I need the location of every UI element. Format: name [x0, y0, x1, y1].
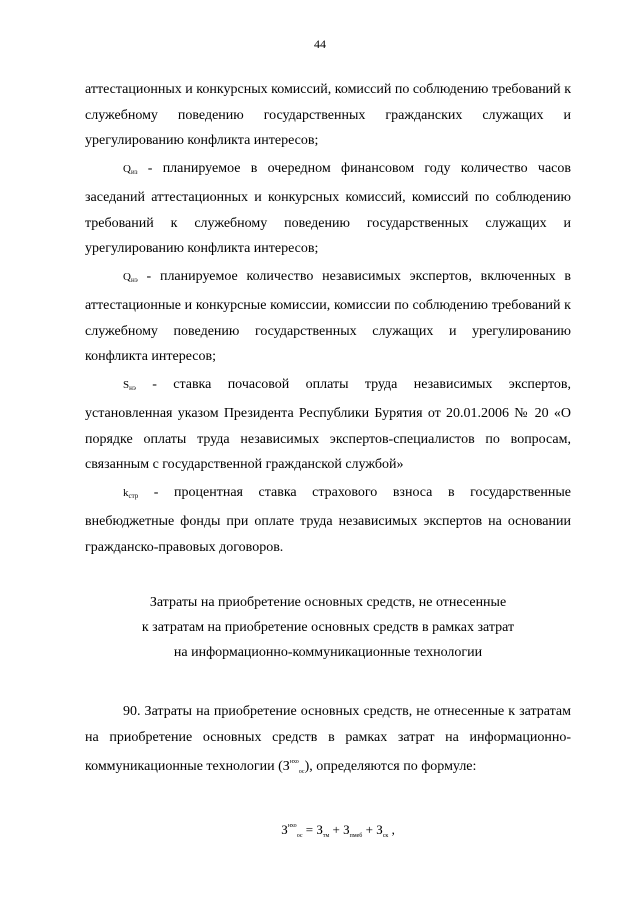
formula-sub: ос: [296, 832, 303, 839]
definition-text: - планируемое количество независимых экспертов, включенных в аттестационные и конкурсные комиссии, комиссии по соблюдению требований к служебному поведению государственных служащих и урегулированию конфликта интересов;: [85, 268, 571, 364]
document-body: [85, 77, 571, 849]
variable-subscript: из: [130, 167, 138, 176]
formula-sub: ск: [382, 832, 389, 839]
variable-subscript: нэ: [130, 275, 138, 284]
variable-symbol: Q: [123, 270, 131, 283]
variable-symbol: S: [123, 378, 130, 391]
definition-text: - ставка почасовой оплаты труда независимых экспертов, установленная указом Президента Республики Бурятия от 20.01.2006 № 20 «О порядке оплаты труда независимых экспертов-специалистов по вопросам, связанным с государственной гражданской службой»: [85, 376, 571, 472]
paragraph-commissions: аттестационных и конкурсных комиссий, комиссий по соблюдению требований к служебному поведению государственных гражданских служащих и урегулированию конфликта интересов;: [85, 82, 571, 148]
definition-text: - процентная ставка страхового взноса в государственные внебюджетные фонды при оплате труда независимых экспертов на основании гражданско-правовых договоров.: [85, 484, 571, 555]
variable-subscript: стр: [128, 491, 139, 500]
definition-q-ne: [85, 264, 571, 370]
paragraph-90: [85, 699, 571, 786]
heading-line: к затратам на приобретение основных средств в рамках затрат: [141, 620, 515, 635]
variable-symbol: k: [123, 486, 129, 499]
page-number: 44: [314, 37, 326, 51]
heading-line: на информационно-коммуникационные технологии: [173, 645, 483, 660]
variable-subscript: нэ: [129, 383, 136, 392]
variable-symbol: Q: [123, 162, 131, 175]
formula-sub: пмеб: [349, 832, 363, 839]
definition-q-iz: [85, 156, 571, 262]
heading-line: Затраты на приобретение основных средств, не отнесенные: [149, 595, 507, 610]
formula: $З^{нхо}_{ос} = З_{тм} + З_{пмеб} + З_{ск}$ ,: [281, 821, 395, 839]
inline-symbol: $З^{нхо}_{ос}$: [282, 759, 305, 775]
definition-s-ne: [85, 372, 571, 478]
section-heading: [85, 590, 571, 665]
definition-text: - планируемое в очередном финансовом году количество часов заседаний аттестационных и конкурсных комиссий, комиссий по соблюдению требований к служебному поведению государственных служащих и урегулированию конфликта интересов;: [85, 160, 571, 256]
paragraph-90-text: 90. Затраты на приобретение основных средств, не отнесенные к затратам на приобретение основных средств в рамках затрат на информационно-коммуникационные технологии (: [85, 704, 571, 774]
formula-sup: нхо: [287, 822, 297, 829]
paragraph-90-text-after: ), определяются по формуле:: [304, 759, 477, 774]
definition-k-str: [85, 480, 571, 561]
formula-sub: тм: [322, 832, 330, 839]
